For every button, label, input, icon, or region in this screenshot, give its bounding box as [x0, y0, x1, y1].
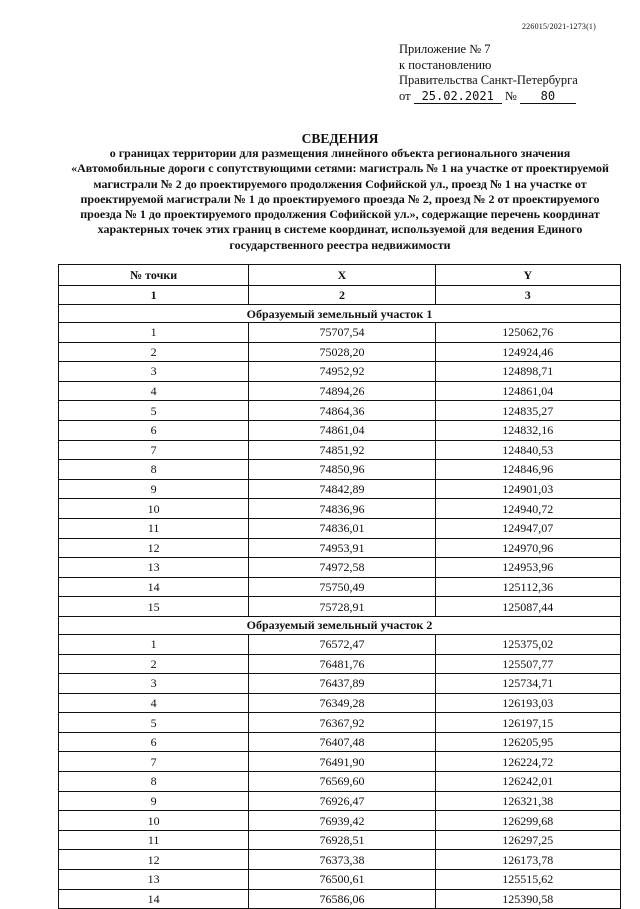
table-row [59, 889, 621, 909]
header-x: X [249, 265, 435, 286]
table-row [59, 634, 621, 654]
y-cell: 125112,36 [435, 577, 620, 597]
table-row [59, 342, 621, 362]
y-cell: 126205,95 [435, 732, 620, 752]
table-row [59, 713, 621, 733]
y-cell: 124835,27 [435, 401, 620, 421]
x-cell: 74842,89 [249, 479, 435, 499]
point-number-cell: 10 [59, 499, 249, 519]
section-header-row [59, 616, 621, 634]
point-number-cell: 4 [59, 381, 249, 401]
point-number-cell: 12 [59, 538, 249, 558]
appendix-line-2: к постановлению [399, 57, 492, 72]
y-cell: 125062,76 [435, 323, 620, 343]
point-number-cell: 7 [59, 752, 249, 772]
y-cell: 124832,16 [435, 420, 620, 440]
x-cell: 76569,60 [249, 772, 435, 792]
x-cell: 74972,58 [249, 558, 435, 578]
appendix-date-line [399, 89, 578, 105]
table-row [59, 772, 621, 792]
table-row [59, 538, 621, 558]
point-number-cell: 14 [59, 889, 249, 909]
table-row [59, 830, 621, 850]
point-number-cell: 13 [59, 870, 249, 890]
x-cell: 74836,96 [249, 499, 435, 519]
column-number: 2 [249, 286, 435, 305]
y-cell: 126193,03 [435, 693, 620, 713]
y-cell: 126297,25 [435, 830, 620, 850]
point-number-cell: 11 [59, 830, 249, 850]
point-number-cell: 2 [59, 342, 249, 362]
y-cell: 126242,01 [435, 772, 620, 792]
section-header-row [59, 305, 621, 323]
point-number-cell: 2 [59, 654, 249, 674]
y-cell: 126173,78 [435, 850, 620, 870]
x-cell: 76407,48 [249, 732, 435, 752]
point-number-cell: 10 [59, 811, 249, 831]
table-row [59, 323, 621, 343]
x-cell: 74851,92 [249, 440, 435, 460]
y-cell: 125515,62 [435, 870, 620, 890]
y-cell: 126224,72 [435, 752, 620, 772]
point-number-cell: 3 [59, 674, 249, 694]
x-cell: 74953,91 [249, 538, 435, 558]
y-cell: 124970,96 [435, 538, 620, 558]
point-number-cell: 3 [59, 362, 249, 382]
point-number-cell: 15 [59, 597, 249, 617]
y-cell: 126197,15 [435, 713, 620, 733]
point-number-cell: 8 [59, 460, 249, 480]
y-cell: 124898,71 [435, 362, 620, 382]
y-cell: 124940,72 [435, 499, 620, 519]
appendix-line-3: Правительства Санкт-Петербурга [399, 73, 578, 87]
y-cell: 125734,71 [435, 674, 620, 694]
table-row [59, 577, 621, 597]
table-row [59, 732, 621, 752]
x-cell: 74850,96 [249, 460, 435, 480]
number-label: № [504, 88, 517, 103]
table-row [59, 850, 621, 870]
y-cell: 125087,44 [435, 597, 620, 617]
x-cell: 76572,47 [249, 634, 435, 654]
section-title: Образуемый земельный участок 2 [59, 616, 621, 634]
x-cell: 76939,42 [249, 811, 435, 831]
x-cell: 74894,26 [249, 381, 435, 401]
x-cell: 76586,06 [249, 889, 435, 909]
y-cell: 125507,77 [435, 654, 620, 674]
point-number-cell: 9 [59, 791, 249, 811]
y-cell: 124846,96 [435, 460, 620, 480]
y-cell: 124861,04 [435, 381, 620, 401]
point-number-cell: 1 [59, 323, 249, 343]
x-cell: 75028,20 [249, 342, 435, 362]
table-row [59, 518, 621, 538]
table-body [59, 286, 621, 909]
table-row [59, 752, 621, 772]
x-cell: 76349,28 [249, 693, 435, 713]
x-cell: 76437,89 [249, 674, 435, 694]
x-cell: 76373,38 [249, 850, 435, 870]
point-number-cell: 5 [59, 713, 249, 733]
x-cell: 74952,92 [249, 362, 435, 382]
x-cell: 76500,61 [249, 870, 435, 890]
point-number-cell: 14 [59, 577, 249, 597]
column-number: 1 [59, 286, 249, 305]
x-cell: 76481,76 [249, 654, 435, 674]
x-cell: 74861,04 [249, 420, 435, 440]
x-cell: 75750,49 [249, 577, 435, 597]
point-number-cell: 11 [59, 518, 249, 538]
table-row [59, 693, 621, 713]
table-row [59, 460, 621, 480]
header-point-number: № точки [59, 265, 249, 286]
x-cell: 76491,90 [249, 752, 435, 772]
point-number-cell: 6 [59, 420, 249, 440]
point-number-cell: 7 [59, 440, 249, 460]
coordinates-table [58, 264, 621, 909]
x-cell: 74864,36 [249, 401, 435, 421]
table-row [59, 362, 621, 382]
table-row [59, 654, 621, 674]
table-row [59, 420, 621, 440]
y-cell: 124953,96 [435, 558, 620, 578]
table-row [59, 479, 621, 499]
table-row [59, 558, 621, 578]
point-number-cell: 12 [59, 850, 249, 870]
table-row [59, 499, 621, 519]
resolution-date: 25.02.2021 [414, 90, 502, 104]
column-numbers-row [59, 286, 621, 305]
table-row [59, 597, 621, 617]
page-title: СВЕДЕНИЯ [301, 131, 379, 146]
table-row [59, 791, 621, 811]
y-cell: 125375,02 [435, 634, 620, 654]
point-number-cell: 13 [59, 558, 249, 578]
x-cell: 76367,92 [249, 713, 435, 733]
header-row [59, 265, 621, 286]
point-number-cell: 4 [59, 693, 249, 713]
point-number-cell: 9 [59, 479, 249, 499]
y-cell: 126299,68 [435, 811, 620, 831]
table-row [59, 401, 621, 421]
x-cell: 76928,51 [249, 830, 435, 850]
header-y: Y [435, 265, 620, 286]
point-number-cell: 5 [59, 401, 249, 421]
resolution-number: 80 [520, 90, 576, 104]
y-cell: 125390,58 [435, 889, 620, 909]
y-cell: 126321,38 [435, 791, 620, 811]
point-number-cell: 1 [59, 634, 249, 654]
appendix-block [399, 42, 578, 104]
appendix-line-1: Приложение № 7 [399, 42, 491, 56]
table-row [59, 381, 621, 401]
x-cell: 75728,91 [249, 597, 435, 617]
y-cell: 124840,53 [435, 440, 620, 460]
y-cell: 124947,07 [435, 518, 620, 538]
table-row [59, 440, 621, 460]
document-number: 226015/2021-1273(1) [521, 22, 596, 31]
point-number-cell: 8 [59, 772, 249, 792]
column-number: 3 [435, 286, 620, 305]
table-row [59, 674, 621, 694]
from-label: от [399, 88, 411, 103]
x-cell: 74836,01 [249, 518, 435, 538]
section-title: Образуемый земельный участок 1 [59, 305, 621, 323]
y-cell: 124924,46 [435, 342, 620, 362]
table-row [59, 870, 621, 890]
x-cell: 75707,54 [249, 323, 435, 343]
table-row [59, 811, 621, 831]
intro-text: о границах территории для размещения линейного объекта регионального значения «Автомобильные дороги с сопутствующими сетями: магистраль № 1 на участке от проектируемой магистрали № 2 до проектируемого продолжения Софийской ул., проезд № 1 на участке от проектируемой магистрали № 1 до проектируемого проезда № 2, проезд № 2 от проектируемого проезда № 1 до проектируемого продолжения Софийской ул.», содержащие перечень координат характерных точек этих границ в системе координат, используемой для ведения Единого государственного реестра недвижимости [71, 146, 609, 252]
x-cell: 76926,47 [249, 791, 435, 811]
y-cell: 124901,03 [435, 479, 620, 499]
point-number-cell: 6 [59, 732, 249, 752]
